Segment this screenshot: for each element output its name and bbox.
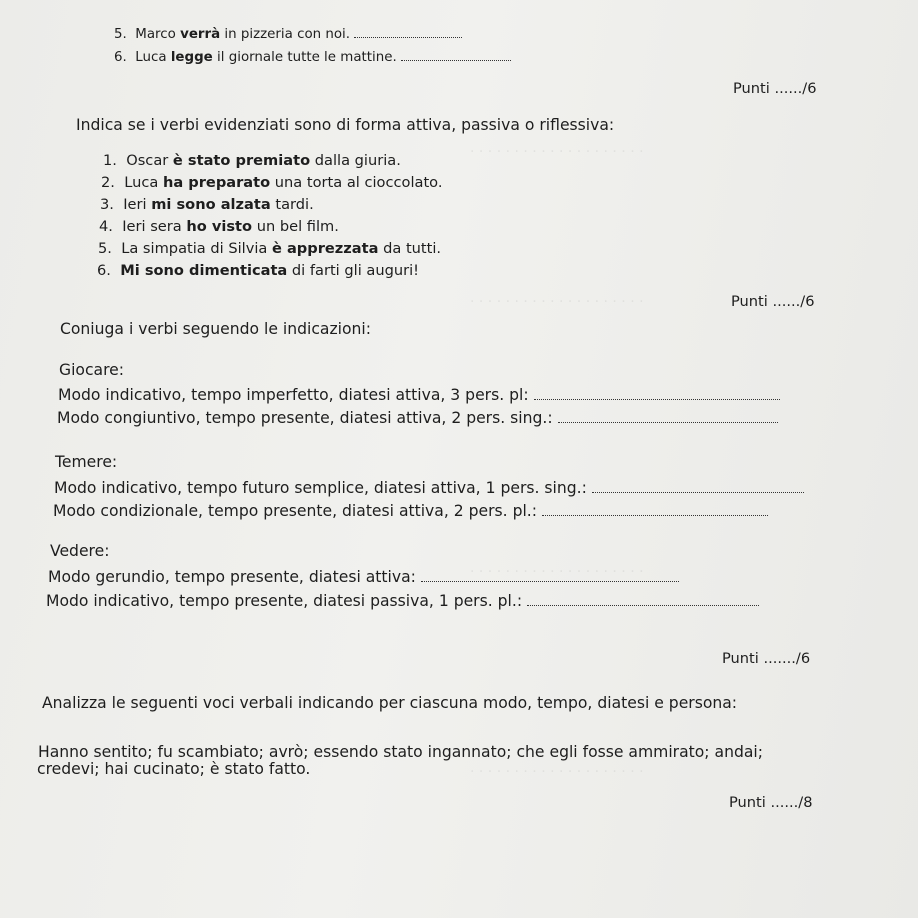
answer-blank[interactable]: [534, 385, 780, 400]
list-item: 6. Luca legge il giornale tutte le mattine.: [114, 48, 511, 65]
list-item: 6. Mi sono dimenticata di farti gli auguri!: [97, 262, 419, 279]
verb-list-line: Hanno sentito; fu scambiato; avrò; essendo stato ingannato; che egli fosse ammirato; andai;: [38, 743, 763, 761]
instruction-text: Coniuga i verbi seguendo le indicazioni:: [60, 320, 372, 338]
answer-blank[interactable]: [542, 501, 768, 516]
list-item: 5. Marco verrà in pizzeria con noi.: [114, 25, 462, 42]
conjugation-line: Modo indicativo, tempo futuro semplice, diatesi attiva, 1 pers. sing.:: [54, 478, 804, 497]
conjugation-line: Modo indicativo, tempo imperfetto, diatesi attiva, 3 pers. pl:: [58, 385, 780, 404]
list-item: 3. Ieri mi sono alzata tardi.: [100, 196, 314, 213]
verb-list-line: credevi; hai cucinato; è stato fatto.: [37, 760, 311, 778]
conjugation-line: Modo condizionale, tempo presente, diatesi attiva, 2 pers. pl.:: [53, 501, 768, 520]
instruction-text: Indica se i verbi evidenziati sono di forma attiva, passiva o riflessiva:: [76, 116, 615, 134]
answer-blank[interactable]: [401, 48, 511, 61]
conjugation-line: Modo gerundio, tempo presente, diatesi attiva:: [48, 567, 679, 586]
conjugation-line: Modo indicativo, tempo presente, diatesi passiva, 1 pers. pl.:: [46, 591, 759, 610]
verb-heading: Giocare:: [59, 361, 125, 379]
answer-blank[interactable]: [558, 408, 778, 423]
score-punti-2: Punti ....../6: [731, 293, 815, 310]
bleed-through-text: . . . . . . . . . . . . . . . . . . . .: [470, 760, 644, 776]
list-item: 4. Ieri sera ho visto un bel film.: [99, 218, 339, 235]
score-punti-4: Punti ....../8: [729, 794, 813, 811]
answer-blank[interactable]: [421, 567, 679, 582]
score-punti-3: Punti ......./6: [722, 650, 811, 667]
answer-blank[interactable]: [527, 591, 759, 606]
instruction-text: Analizza le seguenti voci verbali indicando per ciascuna modo, tempo, diatesi e persona:: [42, 694, 738, 712]
bleed-through-text: . . . . . . . . . . . . . . . . . . . .: [470, 560, 644, 576]
verb-heading: Temere:: [55, 453, 118, 471]
list-item: 1. Oscar è stato premiato dalla giuria.: [103, 152, 401, 169]
bleed-through-text: . . . . . . . . . . . . . . . . . . . .: [470, 140, 644, 156]
conjugation-line: Modo congiuntivo, tempo presente, diatesi attiva, 2 pers. sing.:: [57, 408, 778, 427]
answer-blank[interactable]: [354, 25, 462, 38]
list-item: 2. Luca ha preparato una torta al cioccolato.: [101, 174, 443, 191]
list-item: 5. La simpatia di Silvia è apprezzata da tutti.: [98, 240, 442, 257]
score-punti-1: Punti ....../6: [733, 80, 817, 97]
verb-heading: Vedere:: [50, 542, 110, 560]
bleed-through-text: . . . . . . . . . . . . . . . . . . . .: [470, 290, 644, 306]
answer-blank[interactable]: [592, 478, 804, 493]
